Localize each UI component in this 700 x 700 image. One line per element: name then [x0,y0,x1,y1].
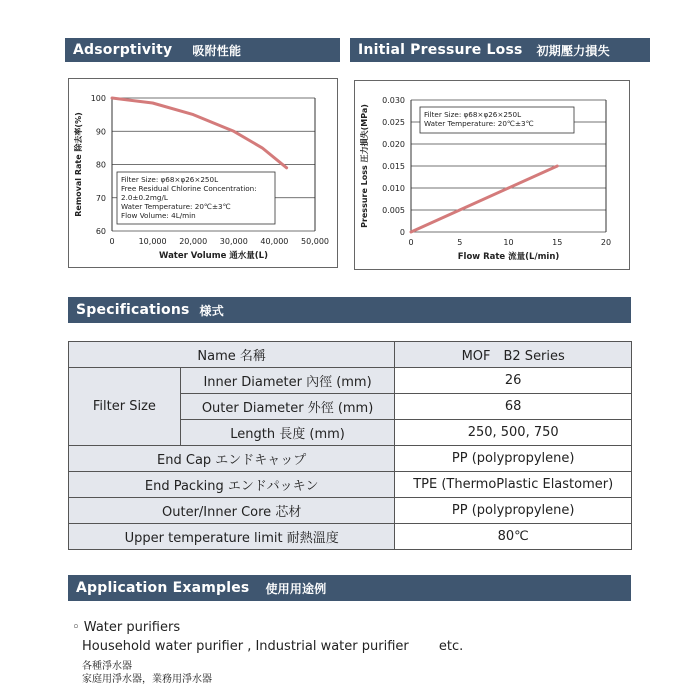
spec-outer-value: 68 [395,394,632,420]
spec-filter-size-label: Filter Size [69,368,181,446]
pressure-title-jp: 初期壓力損失 [536,43,610,58]
spec-inner-value: 26 [395,368,632,394]
spec-length-label: Length 長度 (mm) [180,420,395,446]
y-tick-label: 100 [90,94,106,103]
spec-length-value: 250, 500, 750 [395,420,632,446]
applications-jp-2: 家庭用淨水器，業務用淨水器 [82,674,212,685]
table-row [69,368,632,394]
y-tick-label: 0.010 [382,184,405,193]
y-axis-label: Pressure Loss 圧力損失(MPa) [360,104,369,228]
specifications-title-jp: 様式 [199,303,224,318]
spec-endcap-label: End Cap エンドキャップ [69,446,395,472]
spec-name-label: Name 名稱 [69,342,395,368]
series-line [112,98,287,168]
y-tick-label: 70 [95,193,106,203]
x-tick-label: 50,000 [301,237,329,246]
annotation-text: Water Temperature: 20℃±3℃ [424,119,534,128]
x-axis-label: Flow Rate 流量(L/min) [457,252,560,262]
applications-title-jp: 使用用途例 [265,581,327,596]
spec-outer-label: Outer Diameter 外徑 (mm) [180,394,395,420]
pressure-chart-box [354,80,630,270]
x-tick-label: 0 [408,238,414,247]
applications-jp-1: 各種淨水器 [82,661,132,672]
adsorptivity-chart-box [68,78,338,268]
y-tick-label: 0 [399,228,405,237]
spec-packing-label: End Packing エンドパッキン [69,472,395,498]
pressure-header [350,38,650,62]
x-tick-label: 20 [600,238,612,247]
applications-etc: etc. [438,639,464,654]
adsorptivity-title-jp: 吸附性能 [192,43,242,58]
y-tick-label: 0.025 [382,118,405,127]
y-tick-label: 0.015 [382,162,405,171]
spec-temp-value: 80℃ [395,524,632,550]
specifications-table [68,341,632,550]
y-tick-label: 0.020 [382,140,405,149]
applications-header [68,575,631,601]
spec-core-label: Outer/Inner Core 芯材 [69,498,395,524]
spec-core-value: PP (polypropylene) [395,498,632,524]
x-tick-label: 40,000 [260,237,289,246]
adsorptivity-header [65,38,340,62]
x-tick-label: 10 [503,238,514,247]
annotation-text: Filter Size: φ68×φ26×250L [121,175,219,184]
x-tick-label: 15 [552,238,563,247]
adsorptivity-chart [69,79,339,269]
spec-packing-value: TPE (ThermoPlastic Elastomer) [395,472,632,498]
series-line [411,166,557,232]
y-tick-label: 80 [95,160,106,170]
specifications-header [68,297,631,323]
annotation-text: Filter Size: φ68×φ26×250L [424,110,522,119]
annotation-text: 2.0±0.2mg/L [121,193,168,202]
specifications-title: Specifications [76,302,190,318]
x-tick-label: 0 [109,237,115,246]
y-tick-label: 90 [95,127,106,137]
annotation-text: Free Residual Chlorine Concentration: [121,184,257,193]
applications-line [72,637,463,656]
y-axis-label: Removal Rate 除去率(%) [74,112,83,217]
y-tick-label: 60 [95,227,106,236]
x-tick-label: 10,000 [138,237,167,246]
y-tick-label: 0.030 [382,96,405,105]
spec-endcap-value: PP (polypropylene) [395,446,632,472]
table-row [69,472,632,498]
annotation-text: Water Temperature: 20℃±3℃ [121,202,231,211]
spec-temp-label: Upper temperature limit 耐熱溫度 [69,524,395,550]
x-tick-label: 30,000 [219,237,248,246]
applications-title: Application Examples [76,580,250,596]
pressure-chart [355,81,631,271]
x-tick-label: 20,000 [179,237,208,246]
table-row [69,498,632,524]
y-tick-label: 0.005 [382,206,405,215]
table-row [69,446,632,472]
table-row [69,524,632,550]
x-tick-label: 5 [457,238,463,247]
annotation-text: Flow Volume: 4L/min [121,211,196,220]
spec-name-value: MOF B2 Series [395,342,632,368]
pressure-title: Initial Pressure Loss [358,42,523,58]
applications-list: Household water purifier , Industrial water purifier [82,639,409,654]
applications-heading: ◦ Water purifiers [72,620,181,635]
applications-content [72,618,463,686]
adsorptivity-title: Adsorptivity [73,42,173,58]
table-row [69,342,632,368]
spec-inner-label: Inner Diameter 內徑 (mm) [180,368,395,394]
x-axis-label: Water Volume 通水量(L) [159,251,268,261]
